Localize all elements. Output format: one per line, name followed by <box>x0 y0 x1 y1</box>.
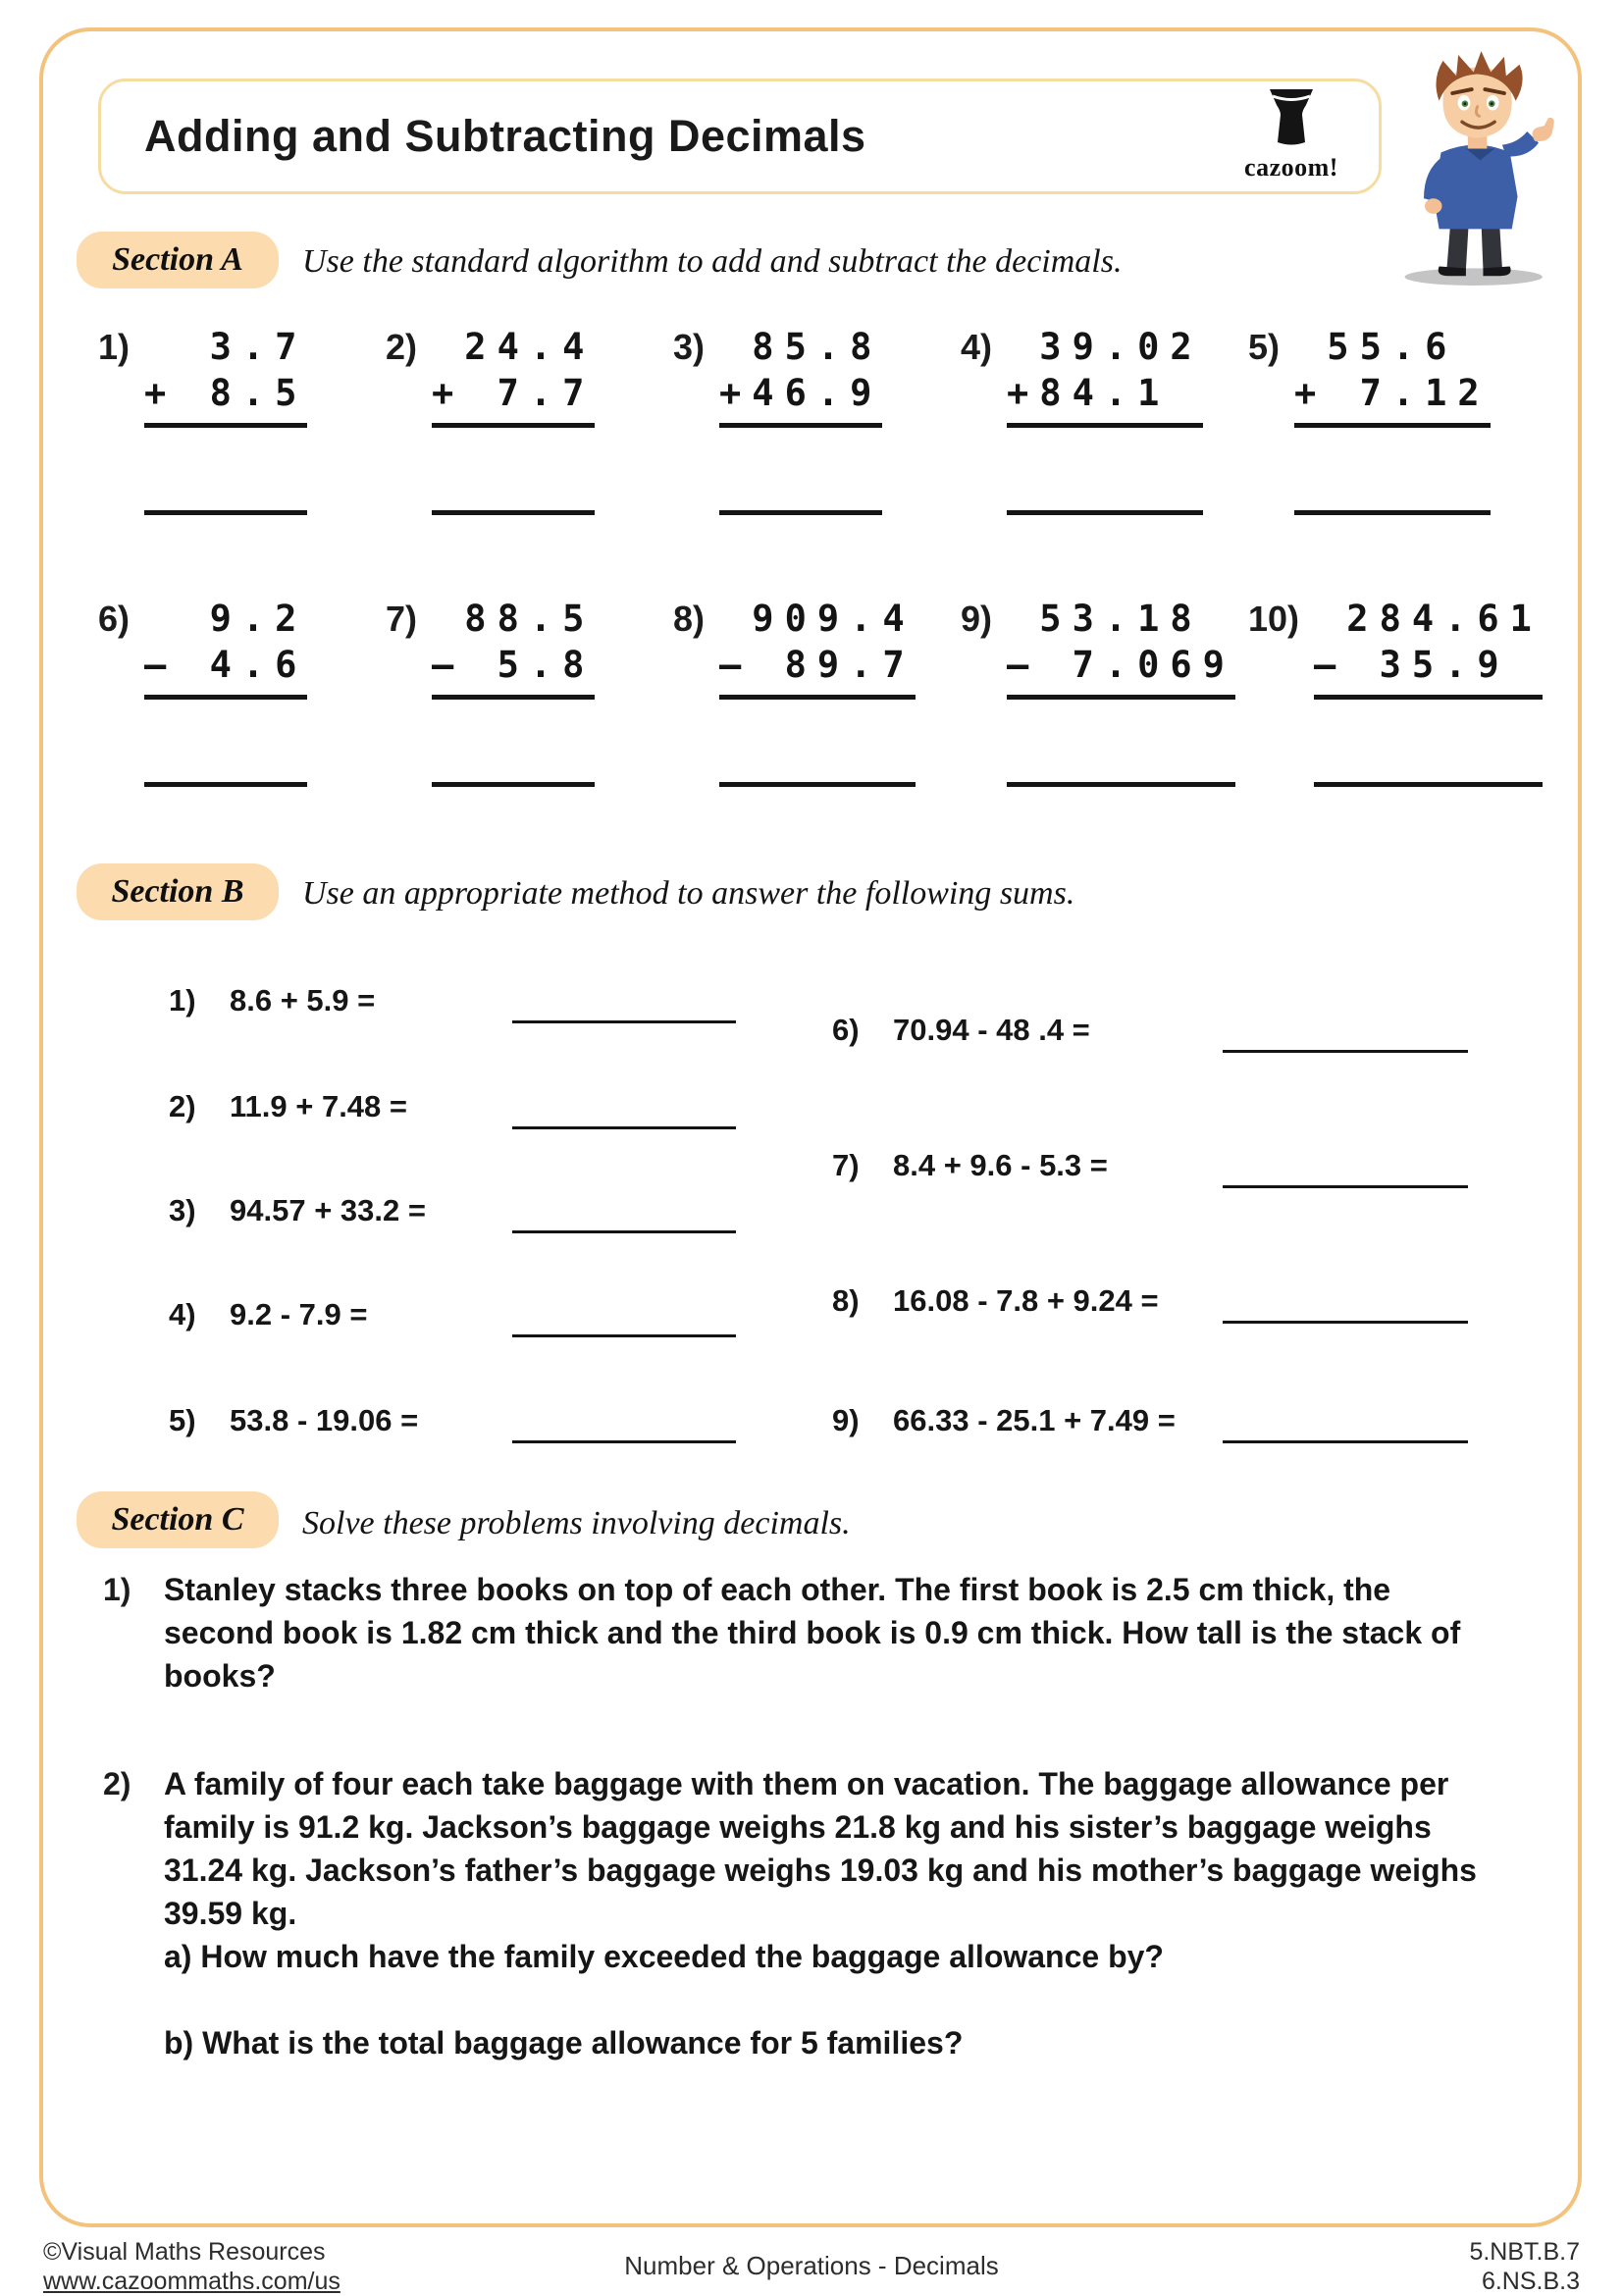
header <box>98 78 1382 194</box>
problem-expression: 8.6 + 5.9 = <box>230 983 376 1018</box>
answer-blank-line <box>512 1020 736 1023</box>
section-b-instruction: Use an appropriate method to answer the following sums. <box>302 875 1075 912</box>
problem-text: Stanley stacks three books on top of each other. The first book is 2.5 cm thick, the second book is 1.82 cm thick and the third book is 0.9 cm thick. How tall is the stack of books? <box>164 1572 1461 1694</box>
column-sum <box>719 596 916 787</box>
answer-blank-line <box>144 782 307 787</box>
column-sum <box>1294 324 1491 515</box>
problem-number: 9) <box>961 599 993 639</box>
problem-expression: 66.33 - 25.1 + 7.49 = <box>893 1403 1176 1437</box>
problem-text: A family of four each take baggage with them on vacation. The baggage allowance per family is 91.2 kg. Jackson’s baggage weighs 21.8 kg and his sister’s baggage weighs 31.24 kg. Jackson’s father’s baggage weighs 19.03 kg and his mother’s baggage weighs 39.59 kg. <box>164 1766 1477 1931</box>
arithmetic-problem <box>98 324 386 515</box>
sum-problem <box>169 1297 738 1342</box>
answer-blank-line <box>1223 1321 1468 1324</box>
arithmetic-problem <box>386 596 673 787</box>
problem-number: 3) <box>169 1193 196 1227</box>
problem-number: 1) <box>98 327 131 367</box>
column-sum <box>1314 596 1543 787</box>
problem-expression: 9.2 - 7.9 = <box>230 1297 368 1331</box>
column-sum <box>144 596 307 787</box>
sub-question-b: b) What is the total baggage allowance for 5 families? <box>164 2025 964 2061</box>
equals-line <box>1314 695 1543 700</box>
answer-blank-line <box>432 510 595 515</box>
operand-bottom: – 7.069 <box>1007 644 1235 686</box>
problem-number: 7) <box>386 599 418 639</box>
answer-blank-line <box>512 1126 736 1129</box>
operand-bottom: + 7.7 <box>432 372 596 414</box>
standard-code-2: 6.NS.B.3 <box>1481 2268 1580 2295</box>
problem-number: 9) <box>832 1403 860 1437</box>
problem-expression: 8.4 + 9.6 - 5.3 = <box>893 1148 1108 1182</box>
cazoom-logo-text: cazoom! <box>1244 153 1338 182</box>
equals-line <box>1294 423 1491 428</box>
answer-blank-line <box>512 1334 736 1337</box>
operand-top: 24.4 <box>432 326 596 368</box>
answer-blank-line <box>432 782 595 787</box>
word-problem <box>103 1762 1498 2064</box>
mascot-boy-illustration <box>1386 49 1577 293</box>
problem-number: 6) <box>98 599 131 639</box>
answer-blank-line <box>1314 782 1543 787</box>
arithmetic-problem <box>98 596 386 787</box>
footer-topic: Number & Operations - Decimals <box>624 2251 999 2280</box>
problem-expression: 94.57 + 33.2 = <box>230 1193 426 1227</box>
problem-expression: 53.8 - 19.06 = <box>230 1403 419 1437</box>
operand-bottom: – 5.8 <box>432 644 596 686</box>
problem-number: 3) <box>673 327 706 367</box>
problem-number: 6) <box>832 1013 860 1047</box>
arithmetic-problem <box>961 324 1248 515</box>
arithmetic-problem <box>961 596 1248 787</box>
problem-expression: 70.94 - 48 .4 = <box>893 1013 1090 1047</box>
equals-line <box>719 423 882 428</box>
section-b-label: Section B <box>77 863 279 920</box>
answer-blank-line <box>1223 1440 1468 1443</box>
operand-top: 53.18 <box>1007 598 1203 640</box>
problem-number: 2) <box>103 1766 131 1801</box>
problem-number: 4) <box>961 327 993 367</box>
column-sum <box>432 324 595 515</box>
equals-line <box>432 423 595 428</box>
operand-bottom: + 8.5 <box>144 372 308 414</box>
answer-blank-line <box>1007 510 1203 515</box>
standard-code-1: 5.NBT.B.7 <box>1469 2238 1580 2266</box>
column-sum <box>719 324 882 515</box>
operand-top: 284.61 <box>1314 598 1543 640</box>
sum-problem <box>169 1089 738 1134</box>
cazoom-logo <box>1231 87 1351 183</box>
problem-number: 2) <box>386 327 418 367</box>
problem-number: 8) <box>673 599 706 639</box>
sum-problem <box>169 1193 738 1238</box>
problem-expression: 11.9 + 7.48 = <box>230 1089 408 1123</box>
sum-problem <box>832 1403 1470 1448</box>
operand-top: 85.8 <box>719 326 883 368</box>
section-a-instruction: Use the standard algorithm to add and subtract the decimals. <box>302 243 1123 280</box>
column-sum <box>1007 324 1203 515</box>
answer-blank-line <box>512 1230 736 1233</box>
equals-line <box>719 695 916 700</box>
sub-question-a: a) How much have the family exceeded the baggage allowance by? <box>164 1939 1164 1974</box>
section-a-row-2 <box>98 596 1543 787</box>
operand-bottom: +84.1 <box>1007 372 1171 414</box>
sum-problem <box>169 983 738 1028</box>
answer-blank-line <box>512 1440 736 1443</box>
footer-standards <box>1469 2237 1580 2296</box>
problem-number: 2) <box>169 1089 196 1123</box>
answer-blank-line <box>1007 782 1235 787</box>
operand-top: 3.7 <box>144 326 308 368</box>
operand-bottom: – 35.9 <box>1314 644 1510 686</box>
section-a-row-1 <box>98 324 1536 515</box>
website-link[interactable]: www.cazoommaths.com/us <box>43 2268 340 2295</box>
sum-problem <box>169 1403 738 1448</box>
operand-top: 88.5 <box>432 598 596 640</box>
answer-blank-line <box>144 510 307 515</box>
equals-line <box>144 423 307 428</box>
operand-bottom: + 7.12 <box>1294 372 1491 414</box>
section-c-instruction: Solve these problems involving decimals. <box>302 1505 851 1541</box>
equals-line <box>1007 695 1235 700</box>
operand-top: 9.2 <box>144 598 308 640</box>
answer-blank-line <box>1223 1185 1468 1188</box>
arithmetic-problem <box>673 324 961 515</box>
answer-blank-line <box>1294 510 1491 515</box>
problem-number: 4) <box>169 1297 196 1331</box>
word-problem <box>103 1568 1498 1697</box>
operand-top: 55.6 <box>1294 326 1458 368</box>
arithmetic-problem <box>673 596 961 787</box>
copyright-text: ©Visual Maths Resources <box>43 2238 326 2266</box>
operand-top: 39.02 <box>1007 326 1203 368</box>
answer-blank-line <box>1223 1050 1468 1053</box>
page-title: Adding and Subtracting Decimals <box>144 111 866 161</box>
sum-problem <box>832 1148 1470 1193</box>
column-sum <box>144 324 307 515</box>
arithmetic-problem <box>386 324 673 515</box>
problem-number: 7) <box>832 1148 860 1182</box>
arithmetic-problem <box>1248 324 1536 515</box>
problem-number: 10) <box>1248 599 1300 639</box>
answer-blank-line <box>719 510 882 515</box>
problem-expression: 16.08 - 7.8 + 9.24 = <box>893 1283 1159 1318</box>
problem-number: 8) <box>832 1283 860 1318</box>
column-sum <box>432 596 595 787</box>
equals-line <box>432 695 595 700</box>
operand-top: 909.4 <box>719 598 916 640</box>
section-c-label: Section C <box>77 1491 279 1548</box>
arithmetic-problem <box>1248 596 1543 787</box>
equals-line <box>1007 423 1203 428</box>
equals-line <box>144 695 307 700</box>
answer-blank-line <box>719 782 916 787</box>
sum-problem <box>832 1283 1470 1329</box>
operand-bottom: +46.9 <box>719 372 883 414</box>
problem-number: 1) <box>169 983 196 1018</box>
sum-problem <box>832 1013 1470 1058</box>
problem-number: 5) <box>1248 327 1281 367</box>
column-sum <box>1007 596 1235 787</box>
cazoom-drum-icon <box>1265 87 1318 148</box>
operand-bottom: – 89.7 <box>719 644 916 686</box>
section-a-label: Section A <box>77 232 279 288</box>
problem-number: 5) <box>169 1403 196 1437</box>
operand-bottom: – 4.6 <box>144 644 308 686</box>
problem-number: 1) <box>103 1572 131 1607</box>
